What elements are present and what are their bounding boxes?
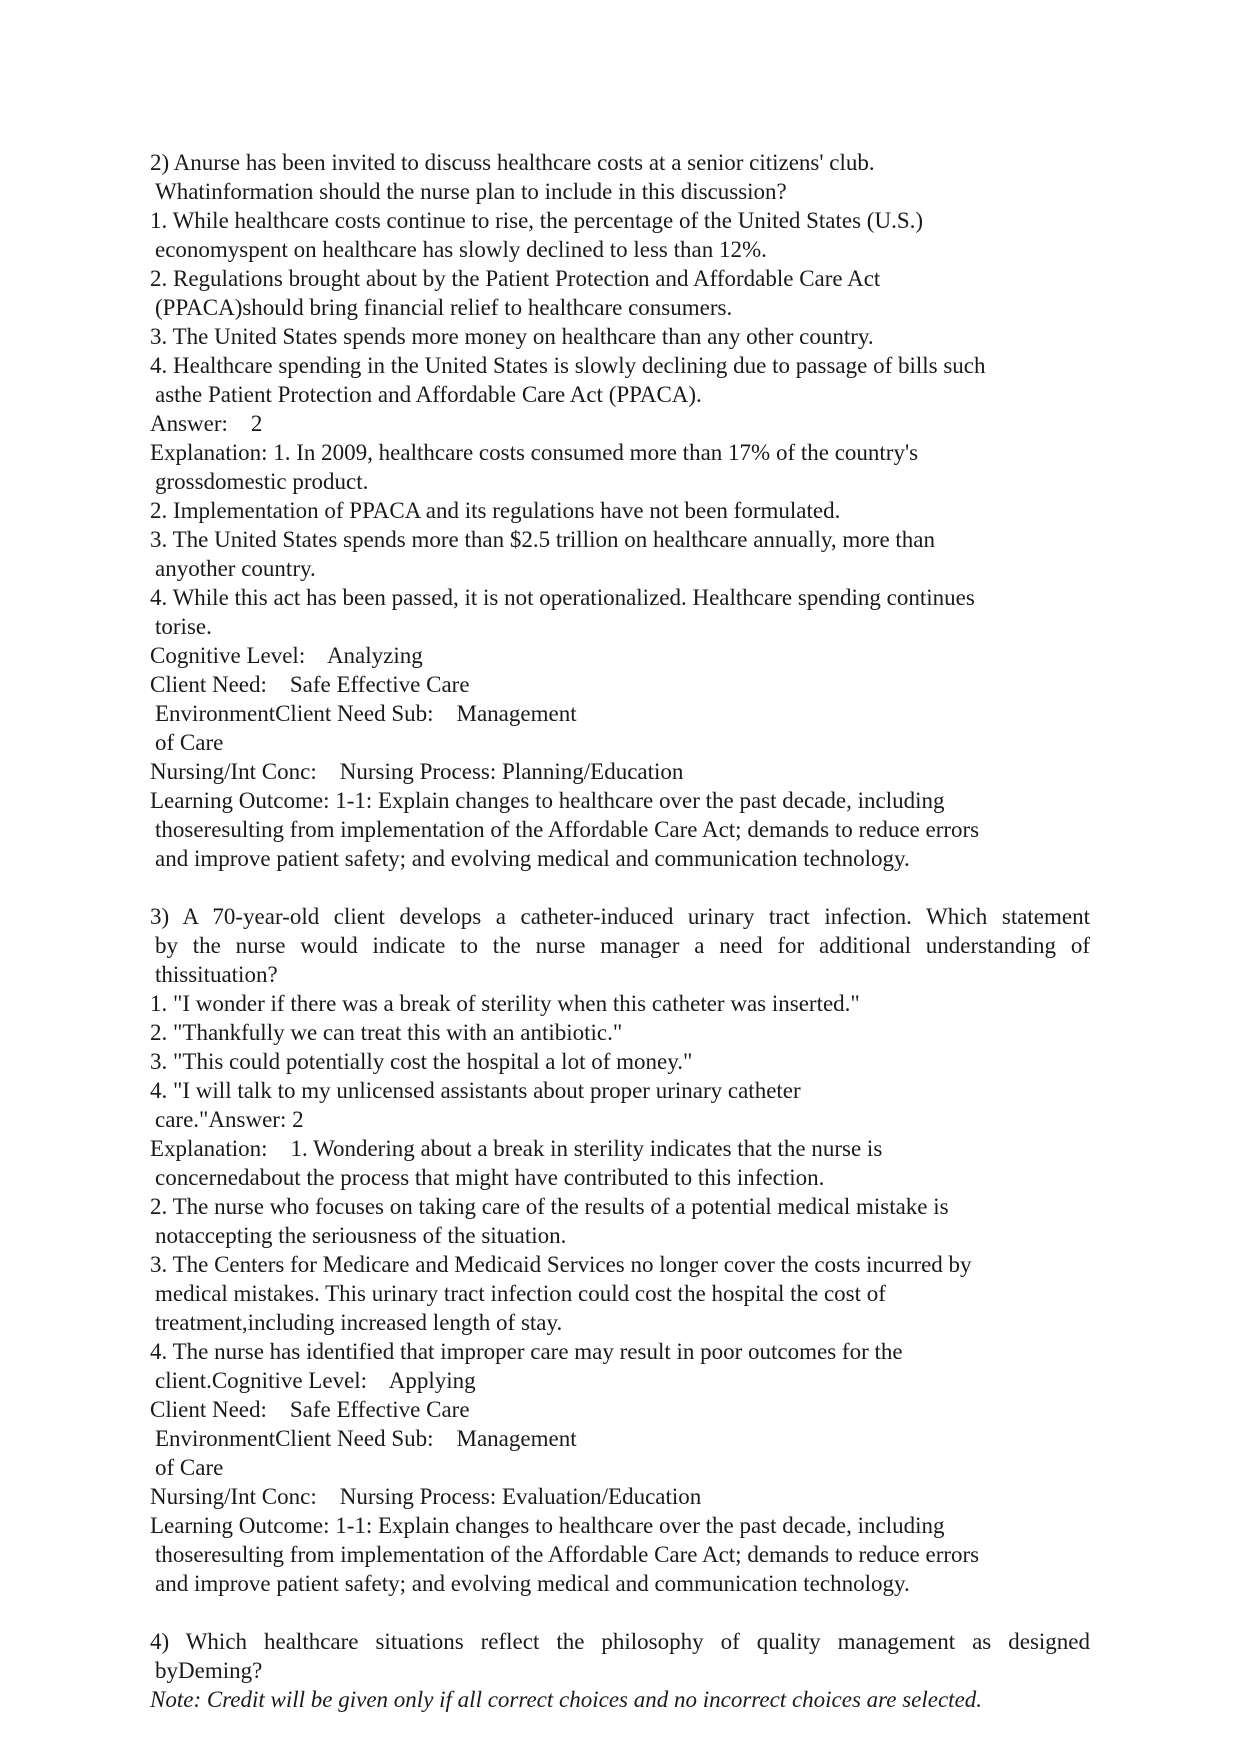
text-line: 3. "This could potentially cost the hospital a lot of money." — [150, 1049, 693, 1074]
text-line: 3. The Centers for Medicare and Medicaid Services no longer cover the costs incurred by — [150, 1252, 972, 1277]
text-line: thissituation? — [155, 962, 278, 987]
text-line: 4. While this act has been passed, it is not operationalized. Healthcare spending continues — [150, 585, 975, 610]
text-line: (PPACA)should bring financial relief to healthcare consumers. — [155, 295, 733, 320]
text-line: 2. Implementation of PPACA and its regulations have not been formulated. — [150, 498, 841, 523]
text-line: 1. While healthcare costs continue to rise, the percentage of the United States (U.S.) — [150, 208, 924, 233]
text-line: Nursing/Int Conc: Nursing Process: Evaluation/Education — [150, 1484, 702, 1509]
text-line: Answer: 2 — [150, 411, 263, 436]
text-line: 3) A 70-year-old client develops a catheter-induced urinary tract infection. Which statement — [150, 904, 1090, 929]
text-line: 4. "I will talk to my unlicensed assistants about proper urinary catheter — [150, 1078, 801, 1103]
text-line: of Care — [155, 1455, 224, 1480]
text-line: anyother country. — [155, 556, 316, 581]
text-line: client.Cognitive Level: Applying — [155, 1368, 476, 1393]
text-line: asthe Patient Protection and Affordable Care Act (PPACA). — [155, 382, 702, 407]
text-line: medical mistakes. This urinary tract infection could cost the hospital the cost of — [155, 1281, 886, 1306]
text-line: Learning Outcome: 1-1: Explain changes to healthcare over the past decade, including — [150, 788, 945, 813]
text-line: economyspent on healthcare has slowly declined to less than 12%. — [155, 237, 767, 262]
question-4 — [150, 1627, 1090, 1714]
text-line: and improve patient safety; and evolving medical and communication technology. — [155, 846, 910, 871]
text-line: torise. — [155, 614, 212, 639]
text-line: Explanation: 1. In 2009, healthcare costs consumed more than 17% of the country's — [150, 440, 919, 465]
text-line: and improve patient safety; and evolving medical and communication technology. — [155, 1571, 910, 1596]
text-line: Explanation: 1. Wondering about a break in sterility indicates that the nurse is — [150, 1136, 883, 1161]
text-line: by the nurse would indicate to the nurse manager a need for additional understanding of — [155, 933, 1090, 958]
document-page — [150, 148, 1090, 1714]
text-line: Cognitive Level: Analyzing — [150, 643, 423, 668]
text-line: 4. The nurse has identified that improper care may result in poor outcomes for the — [150, 1339, 903, 1364]
text-line: grossdomestic product. — [155, 469, 369, 494]
text-line: Whatinformation should the nurse plan to include in this discussion? — [155, 179, 787, 204]
text-line: Client Need: Safe Effective Care — [150, 672, 470, 697]
question-2 — [150, 148, 1090, 873]
text-line: 2. "Thankfully we can treat this with an antibiotic." — [150, 1020, 623, 1045]
text-line: 2) Anurse has been invited to discuss healthcare costs at a senior citizens' club. — [150, 150, 875, 175]
text-line: EnvironmentClient Need Sub: Management — [155, 1426, 577, 1451]
text-line: EnvironmentClient Need Sub: Management — [155, 701, 577, 726]
text-line: care."Answer: 2 — [155, 1107, 304, 1132]
text-line: Client Need: Safe Effective Care — [150, 1397, 470, 1422]
text-line: 4) Which healthcare situations reflect the philosophy of quality management as designed — [150, 1629, 1090, 1654]
text-line: treatment,including increased length of stay. — [155, 1310, 563, 1335]
text-line: 2. Regulations brought about by the Patient Protection and Affordable Care Act — [150, 266, 881, 291]
text-line: byDeming? — [155, 1658, 263, 1683]
text-line: 1. "I wonder if there was a break of sterility when this catheter was inserted." — [150, 991, 860, 1016]
text-line: 3. The United States spends more than $2.5 trillion on healthcare annually, more than — [150, 527, 935, 552]
text-line: thoseresulting from implementation of the Affordable Care Act; demands to reduce errors — [155, 817, 980, 842]
text-line: 2. The nurse who focuses on taking care of the results of a potential medical mistake is — [150, 1194, 949, 1219]
text-line: concernedabout the process that might have contributed to this infection. — [155, 1165, 825, 1190]
text-line: 3. The United States spends more money on healthcare than any other country. — [150, 324, 874, 349]
text-line: Note: Credit will be given only if all correct choices and no incorrect choices are selected. — [150, 1687, 983, 1712]
text-line: thoseresulting from implementation of the Affordable Care Act; demands to reduce errors — [155, 1542, 980, 1567]
text-line: notaccepting the seriousness of the situation. — [155, 1223, 567, 1248]
text-line: Nursing/Int Conc: Nursing Process: Planning/Education — [150, 759, 684, 784]
text-line: Learning Outcome: 1-1: Explain changes to healthcare over the past decade, including — [150, 1513, 945, 1538]
question-3 — [150, 902, 1090, 1598]
text-line: of Care — [155, 730, 224, 755]
text-line: 4. Healthcare spending in the United States is slowly declining due to passage of bills such — [150, 353, 986, 378]
